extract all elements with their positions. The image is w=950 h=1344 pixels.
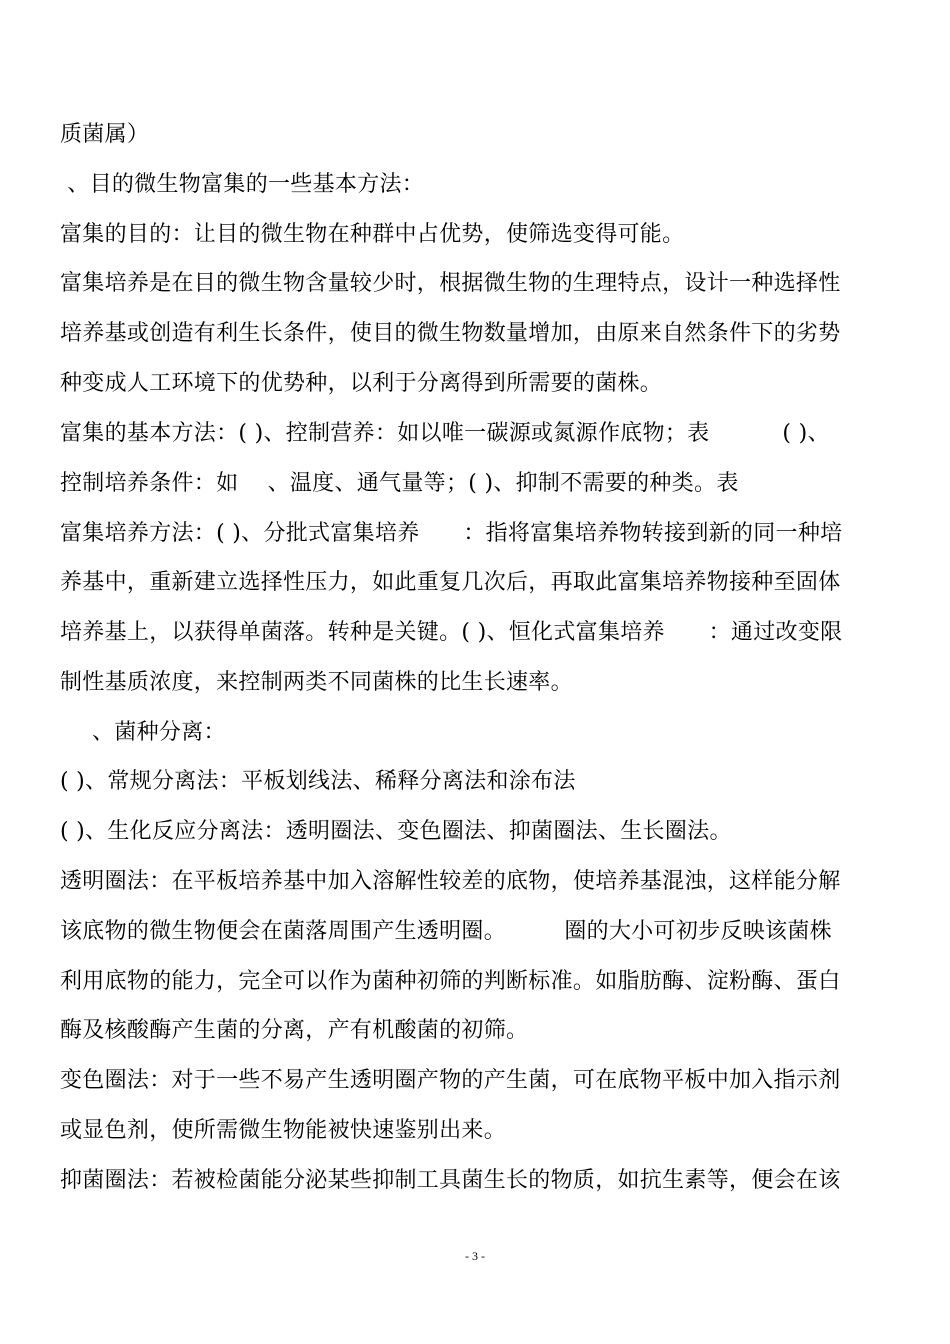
text-line-7: 富集的基本方法：( )、控制营养：如以唯一碳源或氮源作底物；表 ( )、 <box>60 421 830 446</box>
text-line-1: 质菌属） <box>60 122 150 147</box>
text-line-21: 或显色剂，使所需微生物能被快速鉴别出来。 <box>60 1118 507 1143</box>
text-line-3: 富集的目的：让目的微生物在种群中占优势，使筛选变得可能。 <box>60 222 685 247</box>
text-line-11: 培养基上，以获得单菌落。转种是关键。( )、恒化式富集培养 ：通过改变限 <box>60 620 843 645</box>
page-number: - 3 - <box>465 1249 485 1263</box>
text-line-20: 变色圈法：对于一些不易产生透明圈产物的产生菌，可在底物平板中加入指示剂 <box>60 1068 841 1093</box>
text-line-19: 酶及核酸酶产生菌的分离，产有机酸菌的初筛。 <box>60 1018 529 1043</box>
text-line-14: ( )、常规分离法：平板划线法、稀释分离法和涂布法 <box>60 769 576 794</box>
text-line-10: 养基中，重新建立选择性压力，如此重复几次后，再取此富集培养物接种至固体 <box>60 570 841 595</box>
text-line-17: 该底物的微生物便会在菌落周围产生透明圈。 圈的大小可初步反映该菌株 <box>60 919 832 944</box>
text-line-5: 培养基或创造有利生长条件，使目的微生物数量增加，由原来自然条件下的劣势 <box>60 321 841 346</box>
text-line-9: 富集培养方法：( )、分批式富集培养 ：指将富集培养物转接到新的同一种培 <box>60 521 843 546</box>
text-line-15: ( )、生化反应分离法：透明圈法、变色圈法、抑菌圈法、生长圈法。 <box>60 819 732 844</box>
text-line-18: 利用底物的能力，完全可以作为菌种初筛的判断标准。如脂肪酶、淀粉酶、蛋白 <box>60 969 841 994</box>
text-line-2: 、目的微生物富集的一些基本方法： <box>60 172 425 197</box>
text-line-12: 制性基质浓度，来控制两类不同菌株的比生长速率。 <box>60 670 573 695</box>
text-line-8: 控制培养条件：如 、温度、通气量等；( )、抑制不需要的种类。表 <box>60 471 739 496</box>
text-line-4: 富集培养是在目的微生物含量较少时，根据微生物的生理特点，设计一种选择性 <box>60 271 841 296</box>
section-heading: 、菌种分离： <box>92 720 226 745</box>
text-line-16: 透明圈法：在平板培养基中加入溶解性较差的底物，使培养基混浊，这样能分解 <box>60 869 841 894</box>
text-line-6: 种变成人工环境下的优势种，以利于分离得到所需要的菌株。 <box>60 371 663 396</box>
text-line-22: 抑菌圈法：若被检菌能分泌某些抑制工具菌生长的物质，如抗生素等，便会在该 <box>60 1168 841 1193</box>
